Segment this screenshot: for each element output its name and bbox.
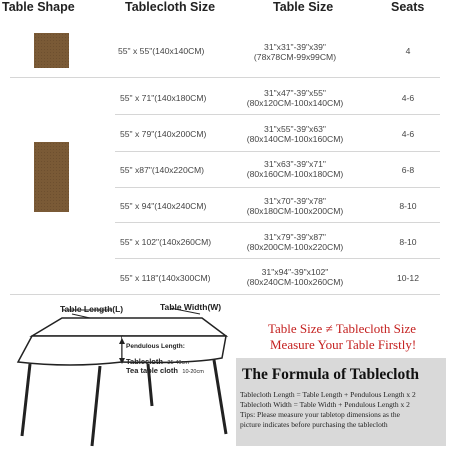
seats-cell: 6-8 xyxy=(401,165,415,175)
seats-cell: 4-6 xyxy=(401,93,415,103)
table-size-cell: 31"x70"-39"x78" (80x180CM-100x200CM) xyxy=(246,196,344,216)
divider xyxy=(115,187,440,188)
tablecloth-size-cell: 55" x87"(140x220CM) xyxy=(120,165,204,175)
seats-cell: 8-10 xyxy=(399,237,417,247)
header-seats: Seats xyxy=(391,0,425,14)
table-size-cell: 31"x31"-39"x39" (78x78CM-99x99CM) xyxy=(253,42,337,62)
tablecloth-size-cell: 55" x 118"(140x300CM) xyxy=(120,273,211,283)
divider xyxy=(10,77,440,78)
tablecloth-size-cell: 55" x 94"(140x240CM) xyxy=(120,201,207,211)
seats-cell: 4-6 xyxy=(401,129,415,139)
tablecloth-size-cell: 55" x 102"(140x260CM) xyxy=(120,237,212,247)
seats-cell: 4 xyxy=(405,46,411,56)
divider xyxy=(10,294,440,295)
table-width-label: Table Width(W) xyxy=(160,302,222,312)
formula-box xyxy=(236,358,446,446)
divider xyxy=(115,151,440,152)
notice-line-1: Table Size ≠ Tablecloth Size xyxy=(268,321,417,336)
seats-cell: 8-10 xyxy=(399,201,417,211)
formula-tips-line-1: Tips: Please measure your tabletop dimensions as the xyxy=(240,410,400,419)
table-size-cell: 31"x47"-39"x55" (80x120CM-100x140CM) xyxy=(246,88,344,108)
divider xyxy=(115,222,440,223)
divider xyxy=(115,258,440,259)
tablecloth-size-cell: 55" x 79"(140x200CM) xyxy=(120,129,207,139)
tablecloth-drop-label: Tablecloth 25-40cm xyxy=(126,357,189,366)
table-length-label: Table Length(L) xyxy=(60,304,124,314)
table-size-cell: 31"x79"-39"x87" (80x200CM-100x220CM) xyxy=(246,232,344,252)
seats-cell: 10-12 xyxy=(397,273,419,283)
header-tablecloth-size: Tablecloth Size xyxy=(125,0,216,14)
formula-tips-line-2: picture indicates before purchasing the tablecloth xyxy=(240,420,388,429)
divider xyxy=(115,114,440,115)
pendulous-length-label: Pendulous Length: xyxy=(126,343,185,350)
formula-title: The Formula of Tablecloth xyxy=(242,366,419,383)
tablecloth-size-cell: 55" x 71"(140x180CM) xyxy=(120,93,207,103)
formula-line-width: Tablecloth Width = Table Width + Pendulous Length x 2 xyxy=(240,400,410,409)
tablecloth-size-cell: 55" x 55"(140x140CM) xyxy=(118,46,205,56)
table-size-cell: 31"x63"-39"x71" (80x160CM-100x180CM) xyxy=(246,159,344,179)
notice-line-2: Measure Your Table Firstly! xyxy=(270,337,417,352)
formula-line-length: Tablecloth Length = Table Length + Pendulous Length x 2 xyxy=(240,390,416,399)
rectangle-table-swatch xyxy=(34,142,69,212)
table-size-cell: 31"x55"-39"x63" (80x140CM-100x160CM) xyxy=(246,124,344,144)
header-table-size: Table Size xyxy=(273,0,334,14)
table-size-cell: 31"x94"-39"x102" (80x240CM-100x260CM) xyxy=(246,267,344,287)
tea-table-drop-label: Tea table cloth 10-20cm xyxy=(126,366,204,375)
square-table-swatch xyxy=(34,33,69,68)
header-table-shape: Table Shape xyxy=(2,0,75,14)
